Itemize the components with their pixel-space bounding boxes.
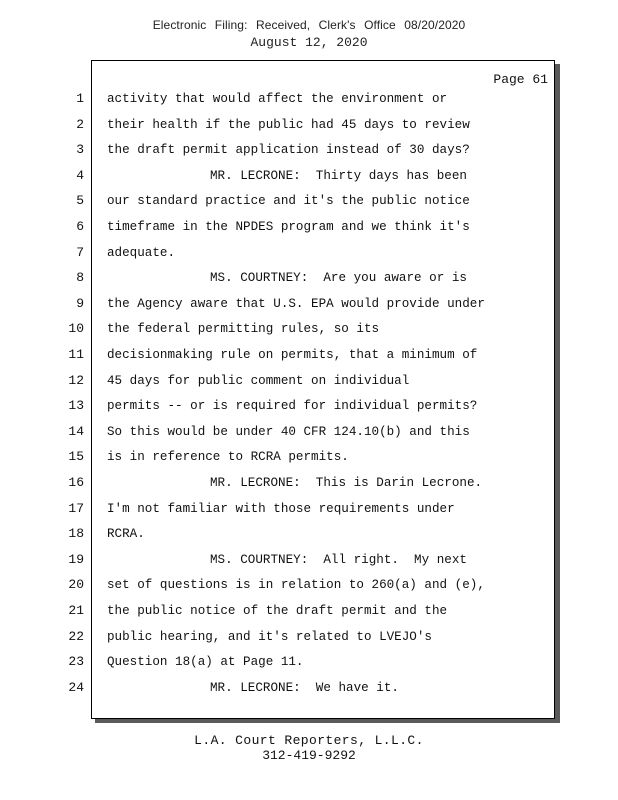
line-number: 8 <box>76 270 84 286</box>
line-number: 3 <box>76 142 84 158</box>
reporter-company: L.A. Court Reporters, L.L.C. <box>194 733 424 748</box>
transcript-line: decisionmaking rule on permits, that a minimum of <box>107 348 478 362</box>
transcript-line: the federal permitting rules, so its <box>107 322 380 337</box>
line-number: 6 <box>76 219 84 234</box>
transcript-line: MS. COURTNEY: Are you aware or is <box>210 271 467 286</box>
transcript-line: activity that would affect the environment or <box>107 92 448 106</box>
transcript-line: RCRA. <box>107 527 145 542</box>
line-number: 10 <box>68 321 84 337</box>
filing-stamp: Electronic Filing: Received, Clerk's Office 08/20/2020 <box>152 18 466 32</box>
line-number: 11 <box>68 347 84 362</box>
transcript-line: our standard practice and it's the public notice <box>107 194 470 209</box>
line-number: 2 <box>76 116 84 132</box>
transcript-line: MR. LECRONE: We have it. <box>210 680 399 695</box>
transcript-line: MR. LECRONE: Thirty days has been <box>210 168 467 183</box>
transcript-line: MS. COURTNEY: All right. My next <box>210 552 467 567</box>
line-number: 7 <box>76 244 84 260</box>
transcript-line: set of questions is in relation to 260(a) and (e), <box>107 578 485 593</box>
transcript-line: the Agency aware that U.S. EPA would provide under <box>107 296 485 311</box>
transcript-line: their health if the public had 45 days to review <box>107 117 470 132</box>
line-number: 5 <box>76 193 84 209</box>
transcript-line: permits -- or is required for individual permits? <box>107 399 478 414</box>
transcript-line: adequate. <box>107 245 176 260</box>
line-number: 22 <box>68 628 84 644</box>
line-number: 24 <box>68 679 84 695</box>
transcript-line: Question 18(a) at Page 11. <box>107 655 304 670</box>
line-number: 12 <box>68 372 84 388</box>
transcript-line: the public notice of the draft permit and the <box>107 604 448 618</box>
line-number: 9 <box>76 295 84 311</box>
transcript-line: the draft permit application instead of 30 days? <box>107 143 470 158</box>
transcript-line: 45 days for public comment on individual <box>107 373 410 388</box>
line-number: 23 <box>68 654 84 670</box>
line-number: 19 <box>68 551 84 567</box>
line-number: 14 <box>68 423 84 439</box>
line-number: 1 <box>76 91 84 106</box>
page-number: Page 61 <box>493 72 548 87</box>
transcript-line: MR. LECRONE: This is Darin Lecrone. <box>210 476 483 490</box>
reporter-phone: 312-419-9292 <box>262 748 356 763</box>
transcript-line: timeframe in the NPDES program and we think it's <box>107 220 470 234</box>
transcript-line: So this would be under 40 CFR 124.10(b) and this <box>107 424 470 439</box>
line-number: 4 <box>76 167 84 183</box>
transcript-line: public hearing, and it's related to LVEJO's <box>107 629 432 644</box>
line-number: 13 <box>68 398 84 414</box>
transcript-line: is in reference to RCRA permits. <box>107 450 349 465</box>
transcript-date: August 12, 2020 <box>250 35 368 50</box>
line-number: 16 <box>68 475 84 490</box>
line-number: 15 <box>68 449 84 465</box>
transcript-line: I'm not familiar with those requirements under <box>107 501 455 516</box>
line-number: 20 <box>68 577 84 593</box>
line-number: 18 <box>68 526 84 542</box>
line-number: 21 <box>68 603 84 618</box>
line-number: 17 <box>68 500 84 516</box>
